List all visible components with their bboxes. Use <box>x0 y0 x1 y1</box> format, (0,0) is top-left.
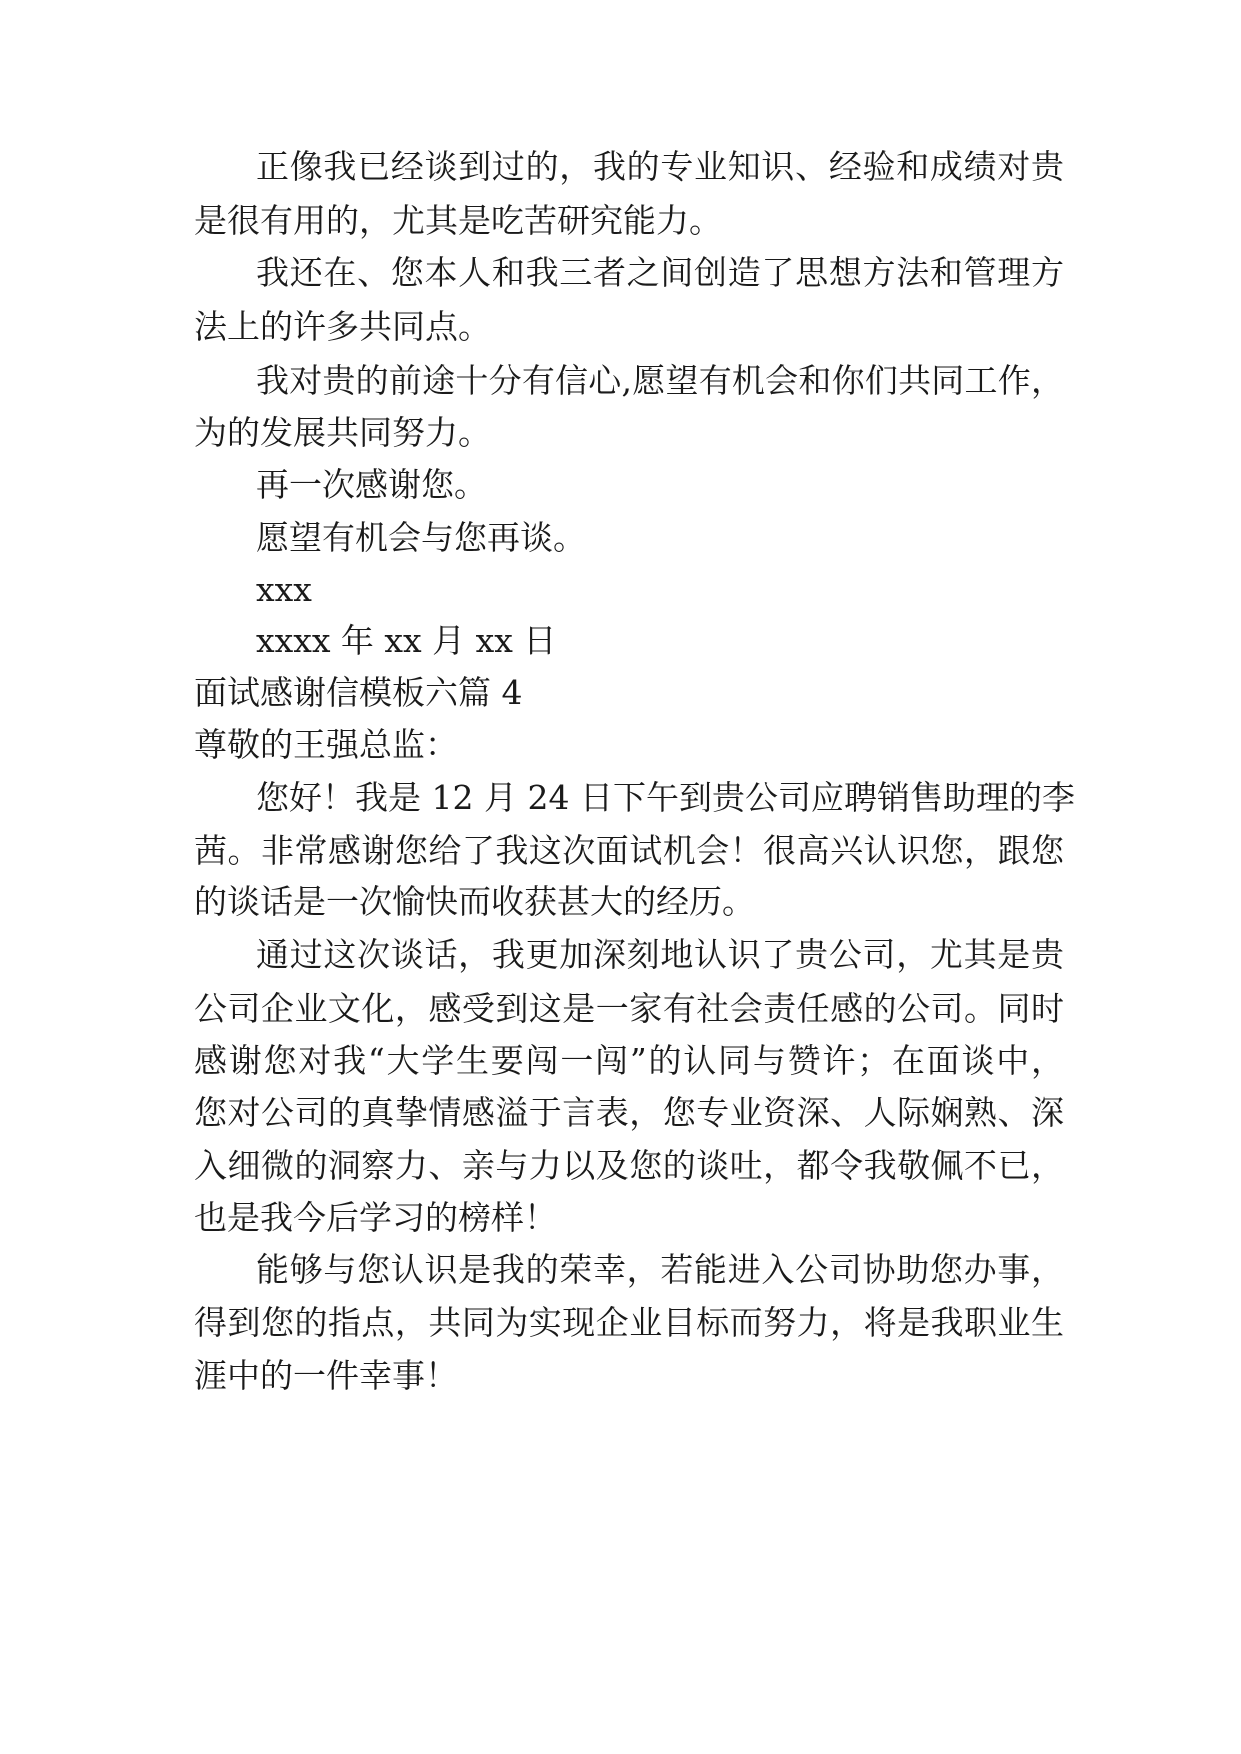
signature-date: xxxx 年 xx 月 xx 日 <box>256 621 557 660</box>
text-line: 我还在、您本人和我三者之间创造了思想方法和管理方 <box>256 253 1064 292</box>
text-line: 通过这次谈话，我更加深刻地认识了贵公司，尤其是贵 <box>256 935 1064 974</box>
section-heading: 面试感谢信模板六篇 4 <box>194 673 523 712</box>
text-line: 您对公司的真挚情感溢于言表，您专业资深、人际娴熟、深 <box>194 1093 1064 1132</box>
salutation: 尊敬的王强总监： <box>194 725 458 764</box>
text-line: 为的发展共同努力。 <box>194 413 491 452</box>
text-line: 公司企业文化，感受到这是一家有社会责任感的公司。同时 <box>194 989 1064 1028</box>
text-line: 感谢您对我“大学生要闯一闯”的认同与赞许；在面谈中， <box>194 1041 1064 1080</box>
text-line: 正像我已经谈到过的，我的专业知识、经验和成绩对贵 <box>256 147 1064 186</box>
text-line: 是很有用的，尤其是吃苦研究能力。 <box>194 201 722 240</box>
text-line: 能够与您认识是我的荣幸，若能进入公司协助您办事， <box>256 1250 1064 1289</box>
text-line: 我对贵的前途十分有信心,愿望有机会和你们共同工作， <box>256 361 1064 400</box>
text-line: 的谈话是一次愉快而收获甚大的经历。 <box>194 882 755 921</box>
text-line: 涯中的一件幸事！ <box>194 1356 458 1395</box>
text-line: 得到您的指点，共同为实现企业目标而努力，将是我职业生 <box>194 1303 1064 1342</box>
text-line: 入细微的洞察力、亲与力以及您的谈吐，都令我敬佩不已， <box>194 1146 1064 1185</box>
text-line: 再一次感谢您。 <box>256 465 487 504</box>
text-line: 您好！我是 12 月 24 日下午到贵公司应聘销售助理的李 <box>256 778 1075 817</box>
text-line: 愿望有机会与您再谈。 <box>256 518 586 557</box>
text-line: 也是我今后学习的榜样！ <box>194 1198 557 1237</box>
signature-name: xxx <box>256 570 312 609</box>
text-line: 茜。非常感谢您给了我这次面试机会！很高兴认识您，跟您 <box>194 831 1064 870</box>
text-line: 法上的许多共同点。 <box>194 307 491 346</box>
